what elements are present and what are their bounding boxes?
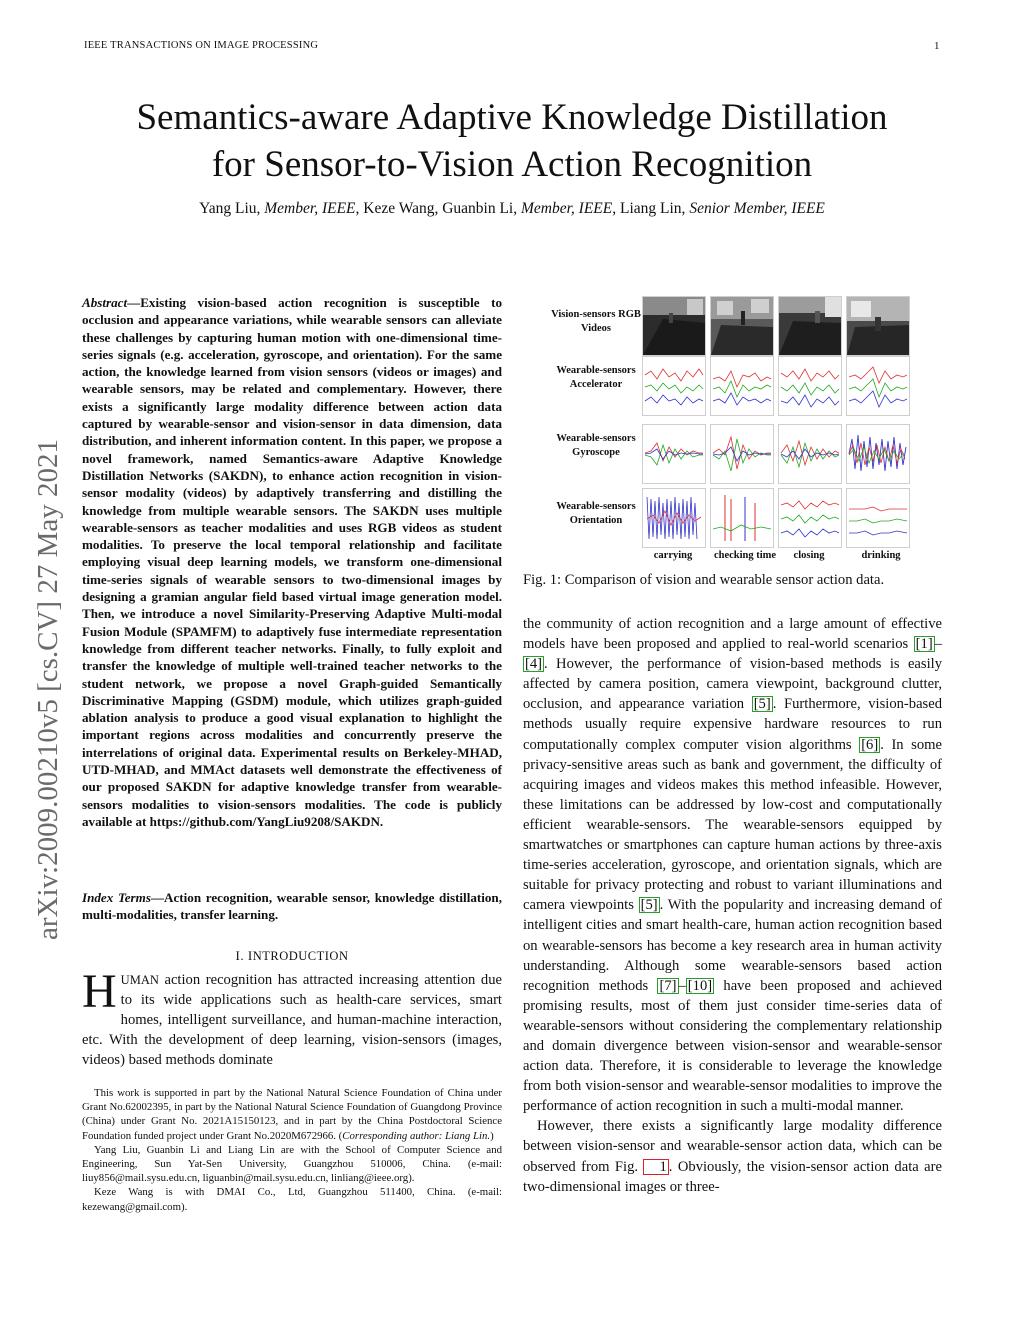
index-terms: [82, 889, 502, 924]
index-terms-text: —Action recognition, wearable sensor, knowledge distillation, multi-modalities, transfer learning.: [82, 890, 502, 923]
video-frame: [846, 296, 910, 356]
text-run: . Obviously, the vision-sensor action data are two-dimensional images or three-: [523, 1158, 942, 1195]
column-label-carrying: carrying: [653, 550, 693, 561]
text-run: have been proposed and achieved promising results, most of them just consider time-series data of wearable-sensors without considering the complementary relationship and domain divergence between vision-sensor and wearable-sensor action data. Therefore, it is considerable to leverage the knowledge from both vision-sensor and wearable-sensor modalities to improve the performance of action recognition in such a multi-modal manner.: [523, 977, 942, 1115]
text-run: . Furthermore, vision-based methods usually require expensive hardware resources to run computationally complex computer vision algorithms: [523, 696, 943, 753]
right-column-text: [523, 614, 942, 1197]
column-label-drinking: drinking: [861, 550, 901, 561]
author-liang-lin: , Liang Lin,: [612, 200, 690, 217]
paragraph-1: [523, 614, 942, 1116]
intro-text: action recognition has attracted increasing attention due to its wide applications such as health-care services, smart homes, intelligent surveillance, and human-machine interaction, etc. With the development of deep learning, vision-sensors (images, videos) based methods dominate: [82, 972, 502, 1069]
video-frame: [642, 296, 706, 356]
citation-link[interactable]: [5]: [753, 696, 771, 713]
abstract-lead: Abstract: [82, 295, 128, 310]
paragraph-2: [523, 1116, 942, 1196]
row-label-orientation: Wearable-sensors Orientation: [556, 501, 636, 526]
footnote-affiliation: Yang Liu, Guanbin Li and Liang Lin are with the School of Computer Science and Engineering, Sun Yat-Sen University, Guangzhou 510006, China. (e-mail: liuy856@mail.sysu.edu.cn, liguanbin@mail.sysu.edu.cn, linliang@ieee.org).: [82, 1143, 502, 1185]
gyroscope-plot: [778, 424, 842, 484]
author-wang-li: , Keze Wang, Guanbin Li,: [355, 200, 521, 217]
orientation-plot: [778, 488, 842, 548]
figure-1: [548, 292, 920, 566]
author-yang-liu: Yang Liu,: [199, 200, 265, 217]
row-label-gyroscope: Wearable-sensors Gyroscope: [556, 433, 636, 458]
text-run: However, there exists a significantly large modality difference between vision-sensor and wearable-sensor action data, which can be observed from Fig.: [523, 1118, 942, 1175]
footnote-funding-text: This work is supported in part by the National Natural Science Foundation of China under Grant No.62002395, in part by the National Natural Science Foundation of Guangdong Province (China) under Grant No. 2021A15150123, and in part by the China Postdoctoral Science Foundation funded project under Grant No.2020M672966. (: [82, 1087, 502, 1142]
section-number: I.: [235, 948, 248, 963]
author-role: Senior Member, IEEE: [689, 200, 825, 217]
corresponding-author: Corresponding author: Liang Lin.: [342, 1129, 491, 1142]
row-label-accelerator: Wearable-sensors Accelerator: [556, 365, 636, 390]
section-title-first: I: [247, 948, 253, 963]
footnote-dmai: Keze Wang is with DMAI Co., Ltd, Guangzhou 511400, China. (e-mail: kezewang@gmail.com).: [82, 1186, 502, 1213]
citation-link[interactable]: [7]: [659, 977, 677, 994]
abstract: [82, 294, 502, 830]
citation-link[interactable]: [4]: [525, 656, 543, 673]
orientation-plot: [710, 488, 774, 548]
gyroscope-plot: [846, 424, 910, 484]
citation-link[interactable]: [5]: [640, 897, 658, 914]
text-run: . However, the performance of vision-based methods is easily affected by camera position, camera viewpoint, background clutter, occlusion, and appearance variation: [523, 656, 942, 713]
footnote-funding-end: ): [490, 1129, 494, 1142]
arxiv-stamp: arXiv:2009.00210v5 [cs.CV] 27 May 2021: [32, 438, 64, 940]
gyroscope-plot: [710, 424, 774, 484]
figure-caption: Fig. 1: Comparison of vision and wearable sensor action data.: [523, 572, 885, 588]
page-number: 1: [934, 40, 940, 52]
column-label-checking-time: checking time: [713, 550, 777, 561]
footnotes: [82, 1086, 502, 1214]
row-label-rgb: Vision-sensors RGB Videos: [551, 309, 641, 334]
author-role: Member, IEEE: [264, 200, 356, 217]
text-run: the community of action recognition and a large amount of effective models have been proposed and applied to real-world scenarios: [523, 616, 942, 653]
citation-link[interactable]: [1]: [915, 636, 933, 653]
accelerator-plot: [846, 356, 910, 416]
citation-link[interactable]: [10]: [687, 977, 713, 994]
accelerator-plot: [710, 356, 774, 416]
title-line-2: for Sensor-to-Vision Action Recognition: [211, 144, 813, 185]
text-run: . In some privacy-sensitive areas such as bank and government, the difficulty of acquiring images and videos makes this method infeasible. However, these limitations can be addressed by low-cost and computationally efficient wearable-sensors. The wearable-sensors equipped by smartwatches or smartphones can capture human actions by three-axis time-series acceleration, gyroscope, and orientation signals, which are suitable for privacy protecting and robust to variant illuminations and camera viewpoints: [523, 736, 942, 914]
text-run: –: [934, 636, 942, 653]
accelerator-plot: [778, 356, 842, 416]
video-frame: [778, 296, 842, 356]
title-line-1: Semantics-aware Adaptive Knowledge Distillation: [136, 97, 888, 138]
citation-link[interactable]: [6]: [861, 736, 879, 753]
accelerator-plot: [642, 356, 706, 416]
index-terms-lead: Index Terms: [82, 890, 151, 905]
orientation-plot: [642, 488, 706, 548]
abstract-text: —Existing vision-based action recognition is susceptible to occlusion and appearance variations, while wearable sensors can alleviate these challenges by capturing human motion with one-dimensional time-series signals (e.g. acceleration, gyroscope, and orientation). For the same action, the knowledge learned from vision sensors (videos or images) and wearable sensors, may be related and complementary. However, there exists a significantly large modality difference between action data captured by wearable-sensor and vision-sensor in data dimension, data distribution, and inherent information content. In this paper, we propose a novel framework, named Semantics-aware Adaptive Knowledge Distillation Networks (SAKDN), to enhance action recognition in vision-sensor modality (videos) by adaptively transferring and distilling the knowledge from multiple wearable sensors. The SAKDN uses multiple wearable-sensors as teacher modalities and uses RGB videos as student modalities. To preserve the local temporal relationship and facilitate employing visual deep learning models, we transform one-dimensional time-series signals of wearable sensors to two-dimensional images by designing a gramian angular field based virtual image generation model. Then, we introduce a novel Similarity-Preserving Adaptive Multi-modal Fusion Module (SPAMFM) to adaptively fuse intermediate representation knowledge from different teacher networks. Finally, to fully exploit and transfer the knowledge of multiple well-trained teacher networks to the student network, we propose a novel Graph-guided Semantically Discriminative Mapping (GSDM) module, which utilizes graph-guided ablation analysis to produce a good visual explanation to highlight the important regions across modalities and concurrently preserve the interrelations of original data. Experimental results on Berkeley-MHAD, UTD-MHAD, and MMAct datasets well demonstrate the effectiveness of our proposed SAKDN for adaptive knowledge transfer from wearable-sensors modalities to vision-sensors modalities. The code is publicly available at https://github.com/YangLiu9208/SAKDN.: [82, 295, 502, 829]
section-title-rest: NTRODUCTION: [252, 949, 349, 963]
footnote-funding: [82, 1086, 502, 1143]
column-label-closing: closing: [793, 550, 825, 561]
paper-title: [60, 94, 964, 188]
video-frame: [710, 296, 774, 356]
section-heading: [82, 948, 502, 964]
intro-paragraph: [82, 965, 502, 1070]
author-role: Member, IEEE: [521, 200, 613, 217]
drop-cap: H: [82, 965, 117, 1018]
orientation-plot: [846, 488, 910, 548]
journal-header: IEEE TRANSACTIONS ON IMAGE PROCESSING: [84, 40, 319, 51]
text-run: –: [678, 977, 686, 994]
text-run: . With the popularity and increasing demand of intelligent cities and smart health-care, human action recognition based on wearable-sensors has become a key research area in human activity understanding. Although some wearable-sensors based action recognition methods: [523, 897, 942, 994]
author-list: [60, 200, 964, 218]
gyroscope-plot: [642, 424, 706, 484]
intro-first-word: UMAN: [120, 973, 159, 987]
figure-reference-link[interactable]: 1: [643, 1159, 668, 1175]
